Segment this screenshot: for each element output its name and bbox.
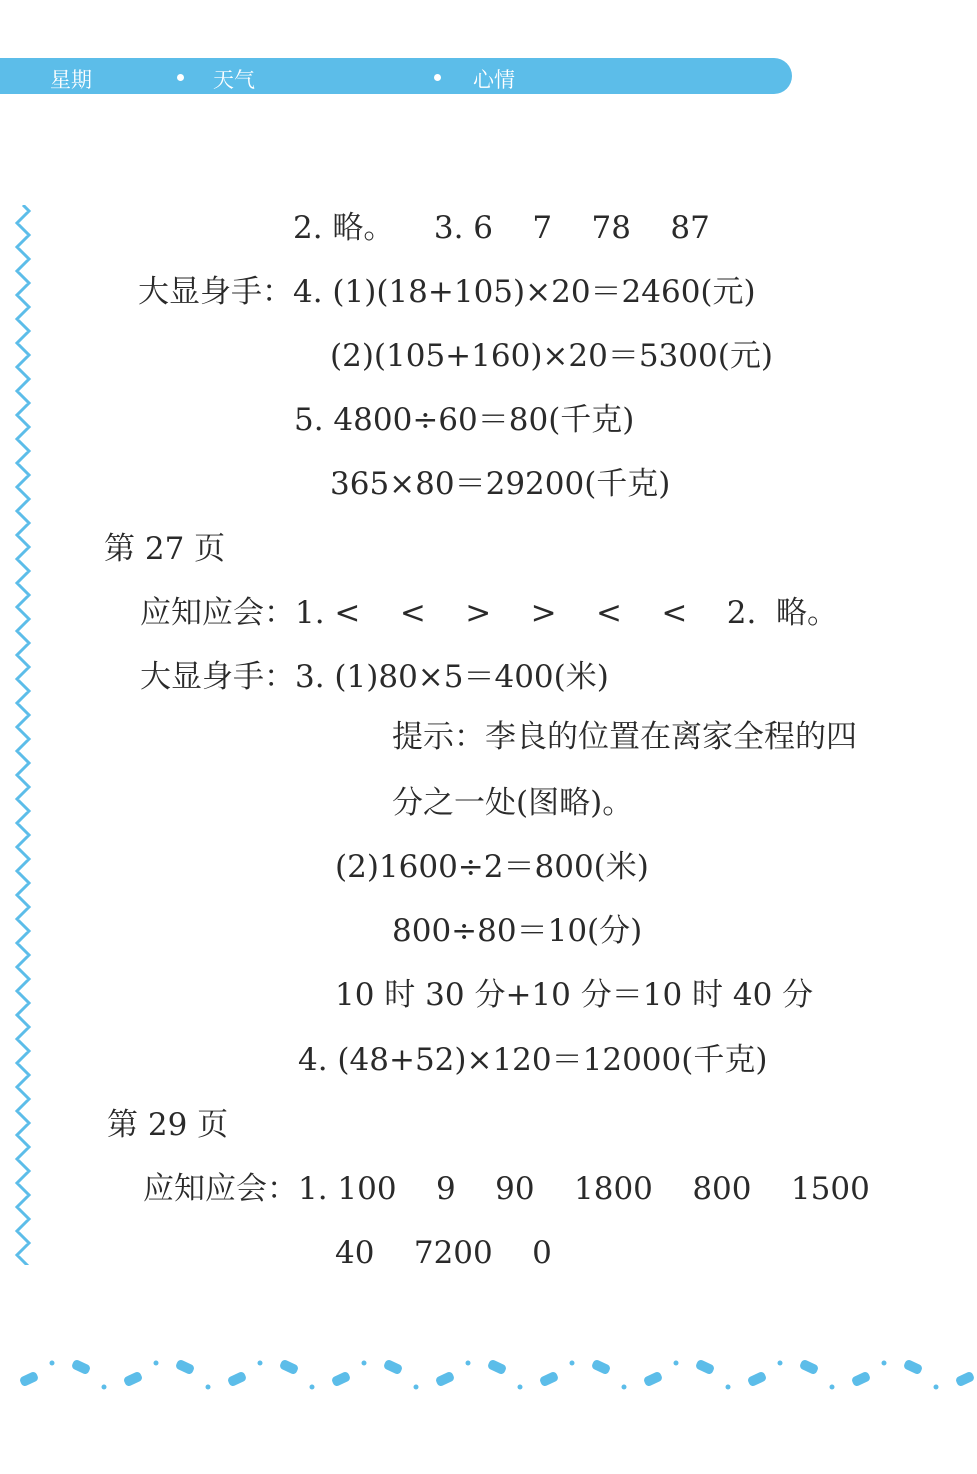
answer-line-6: 应知应会：1. < < > > < < 2. 略。 <box>140 595 839 631</box>
pencil-decoration <box>591 1359 627 1390</box>
pencil-decoration <box>435 1361 471 1388</box>
answer-line-8: (2)1600÷2＝800(米) <box>335 849 649 885</box>
pencil-decoration <box>383 1359 419 1390</box>
pencil-decoration <box>279 1359 315 1390</box>
bottom-pencil-decoration <box>0 1345 977 1405</box>
page-heading-27: 第 27 页 <box>104 531 226 567</box>
answer-line-4: 5. 4800÷60＝80(千克) <box>294 402 635 438</box>
answer-line-11: 4. (48+52)×120＝12000(千克) <box>298 1042 768 1078</box>
pencil-decoration <box>643 1361 679 1388</box>
mood-label: 心情 <box>473 68 515 92</box>
pencil-decoration <box>227 1361 263 1388</box>
pencil-decoration <box>903 1359 939 1390</box>
header-dot <box>434 74 441 81</box>
pencil-decoration <box>331 1361 367 1388</box>
page-heading-29: 第 29 页 <box>107 1107 229 1143</box>
pencil-decoration <box>19 1361 55 1388</box>
answer-line-3: (2)(105+160)×20＝5300(元) <box>330 338 773 374</box>
hint-line-2: 分之一处(图略)。 <box>392 785 634 821</box>
pencil-decoration <box>123 1361 159 1388</box>
pencil-decoration <box>71 1359 107 1390</box>
pencil-decoration <box>955 1361 977 1388</box>
header-dot <box>177 74 184 81</box>
answer-line-10: 10 时 30 分+10 分＝10 时 40 分 <box>335 977 814 1013</box>
answer-line-9: 800÷80＝10(分) <box>392 913 643 949</box>
weekday-label: 星期 <box>50 68 92 92</box>
header-bar <box>0 58 792 94</box>
answer-line-2: 大显身手：4. (1)(18+105)×20＝2460(元) <box>138 274 756 310</box>
answer-line-12: 应知应会：1. 100 9 90 1800 800 1500 <box>143 1171 870 1207</box>
pencil-decoration <box>747 1361 783 1388</box>
answer-line-13: 40 7200 0 <box>335 1235 552 1271</box>
hint-line-1: 提示：李良的位置在离家全程的四 <box>392 719 857 755</box>
answer-line-5: 365×80＝29200(千克) <box>330 466 671 502</box>
pencil-decoration <box>695 1359 731 1390</box>
weather-label: 天气 <box>213 68 255 92</box>
pencil-decoration <box>175 1359 211 1390</box>
pencil-decoration <box>487 1359 523 1390</box>
left-border-chain <box>14 205 32 1265</box>
answer-line-7: 大显身手：3. (1)80×5＝400(米) <box>140 659 609 695</box>
pencil-decoration <box>799 1359 835 1390</box>
pencil-decoration <box>539 1361 575 1388</box>
pencil-decoration <box>851 1361 887 1388</box>
answer-line-1: 2. 略。 3. 6 7 78 87 <box>293 210 710 246</box>
